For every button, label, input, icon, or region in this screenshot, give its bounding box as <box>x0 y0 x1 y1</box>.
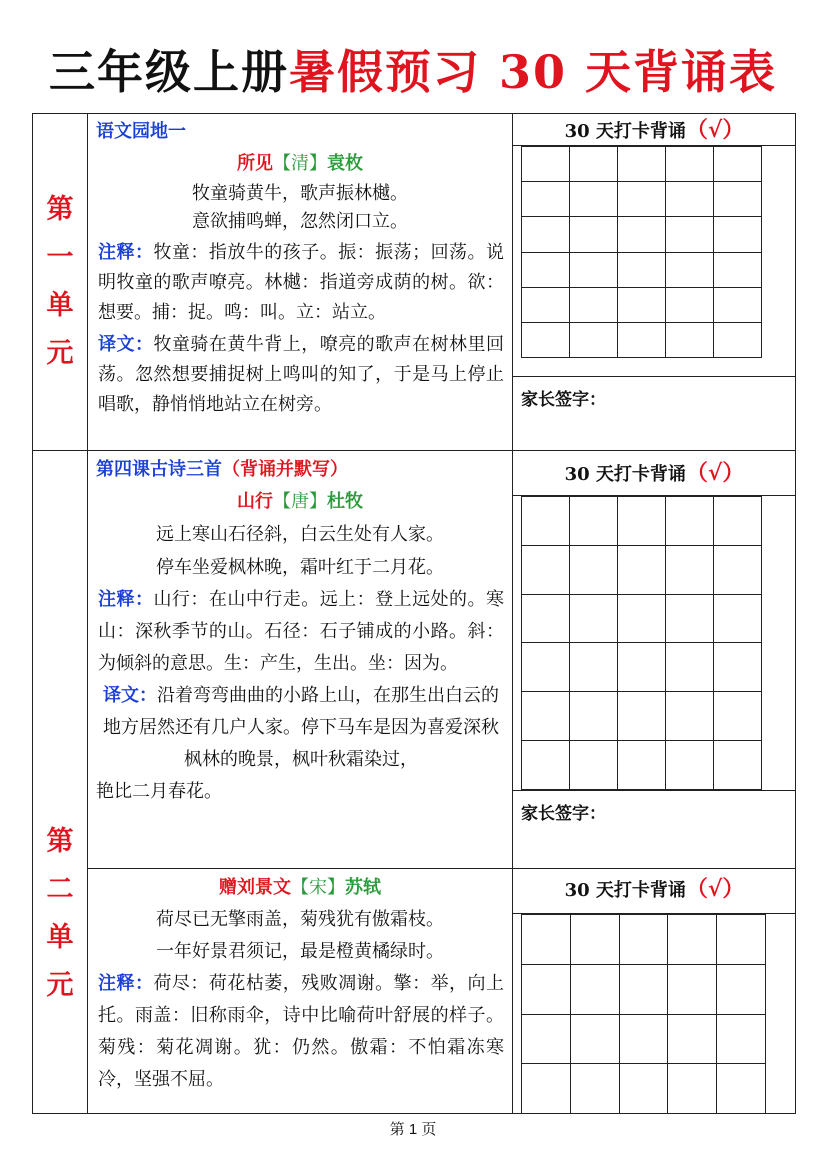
notes-paragraph <box>88 584 512 680</box>
checkin-cell[interactable] <box>522 1015 571 1065</box>
unit-two-label <box>33 814 87 1014</box>
poem-line: 一年好景君须记，最是橙黄橘绿时。 <box>156 941 444 962</box>
poem-line: 牧童骑黄牛，歌声振林樾。 <box>192 183 408 204</box>
title-black-part: 三年级上册 <box>48 45 289 99</box>
unit-char: 元 <box>46 338 74 369</box>
translation-tail: 艳比二月春花。 <box>96 781 222 802</box>
recitation-table <box>32 113 796 1114</box>
checkin-block-1 <box>513 114 796 450</box>
section-heading: 语文园地一 <box>96 121 186 142</box>
checkin-cell[interactable] <box>666 741 714 790</box>
checkin-cell[interactable] <box>618 595 666 644</box>
poem-name: 山行 <box>237 491 273 512</box>
checkin-cell[interactable] <box>570 323 618 358</box>
notes-label: 注释： <box>98 973 154 994</box>
unit-char: 第 <box>46 826 74 857</box>
checkin-cell[interactable] <box>668 915 717 965</box>
checkin-cell[interactable] <box>717 965 766 1015</box>
title-red-part: 暑假预习 30 天背诵表 <box>288 45 778 99</box>
checkin-cell[interactable] <box>714 595 762 644</box>
checkin-block-2 <box>513 450 796 868</box>
poem-dynasty: 【清】 <box>273 153 327 174</box>
notes-label: 注释： <box>98 242 154 263</box>
poem-author: 袁枚 <box>327 153 363 174</box>
unit-char: 单 <box>46 290 74 321</box>
unit-char: 一 <box>46 242 74 273</box>
checkin-cell[interactable] <box>717 915 766 965</box>
poem-line: 意欲捕鸣蝉，忽然闭口立。 <box>192 211 408 232</box>
section-shanxing <box>88 454 512 808</box>
checkin-grid[interactable] <box>521 496 762 790</box>
checkin-cell[interactable] <box>571 915 620 965</box>
section-heading <box>88 454 512 486</box>
checkin-cell[interactable] <box>522 643 570 692</box>
unit-char: 二 <box>46 874 74 905</box>
checkin-cell[interactable] <box>714 692 762 741</box>
checkin-cell[interactable] <box>571 965 620 1015</box>
notes-text: 荷尽：荷花枯萎，残败凋谢。擎：举，向上托。雨盖：旧称雨伞，诗中比喻荷叶舒展的样子。菊残：菊花凋谢。犹：仍然。傲霜：不怕霜冻寒冷，坚强不屈。 <box>98 973 505 1090</box>
notes-label: 注释： <box>98 589 154 610</box>
translation-paragraph <box>88 330 512 420</box>
checkin-cell[interactable] <box>620 1015 669 1065</box>
checkin-cell[interactable] <box>522 692 570 741</box>
checkin-cell[interactable] <box>620 965 669 1015</box>
checkin-cell[interactable] <box>618 217 666 252</box>
checkin-cell[interactable] <box>666 217 714 252</box>
translation-text: 牧童骑在黄牛背上，嘹亮的歌声在树林里回荡。忽然想要捕捉树上鸣叫的知了，于是马上停止唱歌，静悄悄地站立在树旁。 <box>98 334 505 415</box>
checkin-cell[interactable] <box>666 323 714 358</box>
parent-signature-label: 家长签字： <box>521 390 606 410</box>
checkin-cell[interactable] <box>522 323 570 358</box>
checkin-cell[interactable] <box>618 546 666 595</box>
poem-title <box>88 486 512 518</box>
checkin-header <box>513 458 796 490</box>
checkin-cell[interactable] <box>570 741 618 790</box>
checkin-block-3 <box>513 868 796 1114</box>
poem-dynasty: 【宋】 <box>291 877 345 898</box>
section-zengliujingwen <box>88 872 512 1096</box>
poem-line: 荷尽已无擎雨盖，菊残犹有傲霜枝。 <box>156 909 444 930</box>
checkin-label: 30 天打卡背诵 <box>564 880 686 901</box>
checkin-cell[interactable] <box>618 741 666 790</box>
notes-paragraph <box>88 238 512 328</box>
checkin-cell[interactable] <box>666 182 714 217</box>
checkin-label: 30 天打卡背诵 <box>564 464 686 485</box>
checkin-cell[interactable] <box>714 546 762 595</box>
checkin-cell[interactable] <box>571 1064 620 1114</box>
checkin-cell[interactable] <box>570 253 618 288</box>
checkin-cell[interactable] <box>618 182 666 217</box>
check-mark-icon: （√） <box>685 117 745 143</box>
checkin-cell[interactable] <box>570 288 618 323</box>
checkin-cell[interactable] <box>618 692 666 741</box>
poem-author: 杜牧 <box>327 491 363 512</box>
checkin-cell[interactable] <box>522 595 570 644</box>
checkin-cell[interactable] <box>666 147 714 182</box>
checkin-cell[interactable] <box>618 288 666 323</box>
poem-line: 远上寒山石径斜，白云生处有人家。 <box>156 524 444 545</box>
checkin-cell[interactable] <box>666 288 714 323</box>
checkin-cell[interactable] <box>570 182 618 217</box>
checkin-grid[interactable] <box>521 914 766 1114</box>
checkin-cell[interactable] <box>570 692 618 741</box>
checkin-cell[interactable] <box>714 643 762 692</box>
checkin-cell[interactable] <box>522 147 570 182</box>
checkin-cell[interactable] <box>714 182 762 217</box>
poem-name: 赠刘景文 <box>219 877 291 898</box>
translation-text: 沿着弯弯曲曲的小路上山，在那生出白云的地方居然还有几户人家。停下马车是因为喜爱深秋枫林的晚景，枫叶秋霜染过， <box>103 685 499 770</box>
checkin-label: 30 天打卡背诵 <box>564 121 686 142</box>
notes-paragraph <box>88 968 512 1096</box>
checkin-cell[interactable] <box>714 323 762 358</box>
checkin-cell[interactable] <box>522 915 571 965</box>
section-suojian <box>88 116 512 420</box>
checkin-cell[interactable] <box>522 965 571 1015</box>
checkin-cell[interactable] <box>570 546 618 595</box>
checkin-cell[interactable] <box>666 595 714 644</box>
notes-text: 山行：在山中行走。远上：登上远处的。寒山：深秋季节的山。石径：石子铺成的小路。斜：为倾斜的意思。生：产生，生出。坐：因为。 <box>98 589 505 674</box>
checkin-cell[interactable] <box>717 1015 766 1065</box>
checkin-cell[interactable] <box>666 643 714 692</box>
checkin-cell[interactable] <box>714 147 762 182</box>
unit-char: 单 <box>46 922 74 953</box>
checkin-cell[interactable] <box>522 1064 571 1114</box>
unit-one-label <box>33 114 87 450</box>
page-title <box>0 42 826 102</box>
checkin-cell[interactable] <box>717 1064 766 1114</box>
sign-divider <box>513 376 796 377</box>
checkin-cell[interactable] <box>522 288 570 323</box>
checkin-cell[interactable] <box>714 288 762 323</box>
page-number: 第 1 页 <box>389 1121 437 1138</box>
checkin-cell[interactable] <box>666 497 714 546</box>
checkin-cell[interactable] <box>714 217 762 252</box>
unit-char: 第 <box>46 194 74 225</box>
checkin-cell[interactable] <box>618 643 666 692</box>
checkin-cell[interactable] <box>618 147 666 182</box>
checkin-cell[interactable] <box>666 253 714 288</box>
checkin-cell[interactable] <box>618 497 666 546</box>
checkin-cell[interactable] <box>620 1064 669 1114</box>
checkin-cell[interactable] <box>571 1015 620 1065</box>
check-mark-icon: （√） <box>685 876 745 902</box>
checkin-cell[interactable] <box>668 965 717 1015</box>
checkin-cell[interactable] <box>522 253 570 288</box>
checkin-cell[interactable] <box>570 497 618 546</box>
poem-name: 所见 <box>237 153 273 174</box>
checkin-cell[interactable] <box>618 253 666 288</box>
checkin-header <box>513 115 796 147</box>
poem-author: 苏轼 <box>345 877 381 898</box>
translation-paragraph <box>88 680 512 776</box>
checkin-cell[interactable] <box>522 182 570 217</box>
translation-label: 译文： <box>98 334 154 355</box>
checkin-cell[interactable] <box>522 546 570 595</box>
poem-dynasty: 【唐】 <box>273 491 327 512</box>
check-mark-icon: （√） <box>685 460 745 486</box>
checkin-cell[interactable] <box>570 217 618 252</box>
checkin-header <box>513 874 796 906</box>
notes-text: 牧童：指放牛的孩子。振：振荡；回荡。说明牧童的歌声嘹亮。林樾：指道旁成荫的树。欲：想要。捕：捉。鸣：叫。立：站立。 <box>98 242 505 323</box>
checkin-cell[interactable] <box>714 253 762 288</box>
section-heading-text: 第四课古诗三首 <box>96 459 222 480</box>
checkin-cell[interactable] <box>570 147 618 182</box>
checkin-cell[interactable] <box>668 1064 717 1114</box>
checkin-cell[interactable] <box>714 497 762 546</box>
checkin-cell[interactable] <box>570 595 618 644</box>
checkin-cell[interactable] <box>714 741 762 790</box>
checkin-cell[interactable] <box>522 741 570 790</box>
checkin-cell[interactable] <box>618 323 666 358</box>
checkin-cell[interactable] <box>620 915 669 965</box>
poem-title <box>88 872 512 904</box>
parent-signature-label: 家长签字： <box>521 804 606 824</box>
checkin-cell[interactable] <box>666 692 714 741</box>
checkin-grid[interactable] <box>521 146 762 358</box>
checkin-cell[interactable] <box>570 643 618 692</box>
translation-label: 译文： <box>103 685 157 706</box>
poem-line: 停车坐爱枫林晚，霜叶红于二月花。 <box>156 557 444 578</box>
poem-title <box>88 148 512 180</box>
checkin-cell[interactable] <box>668 1015 717 1065</box>
sign-divider <box>513 790 796 791</box>
checkin-cell[interactable] <box>522 217 570 252</box>
checkin-cell[interactable] <box>522 497 570 546</box>
unit-char: 元 <box>46 970 74 1001</box>
section-heading-note: （背诵并默写） <box>222 459 348 480</box>
checkin-cell[interactable] <box>666 546 714 595</box>
